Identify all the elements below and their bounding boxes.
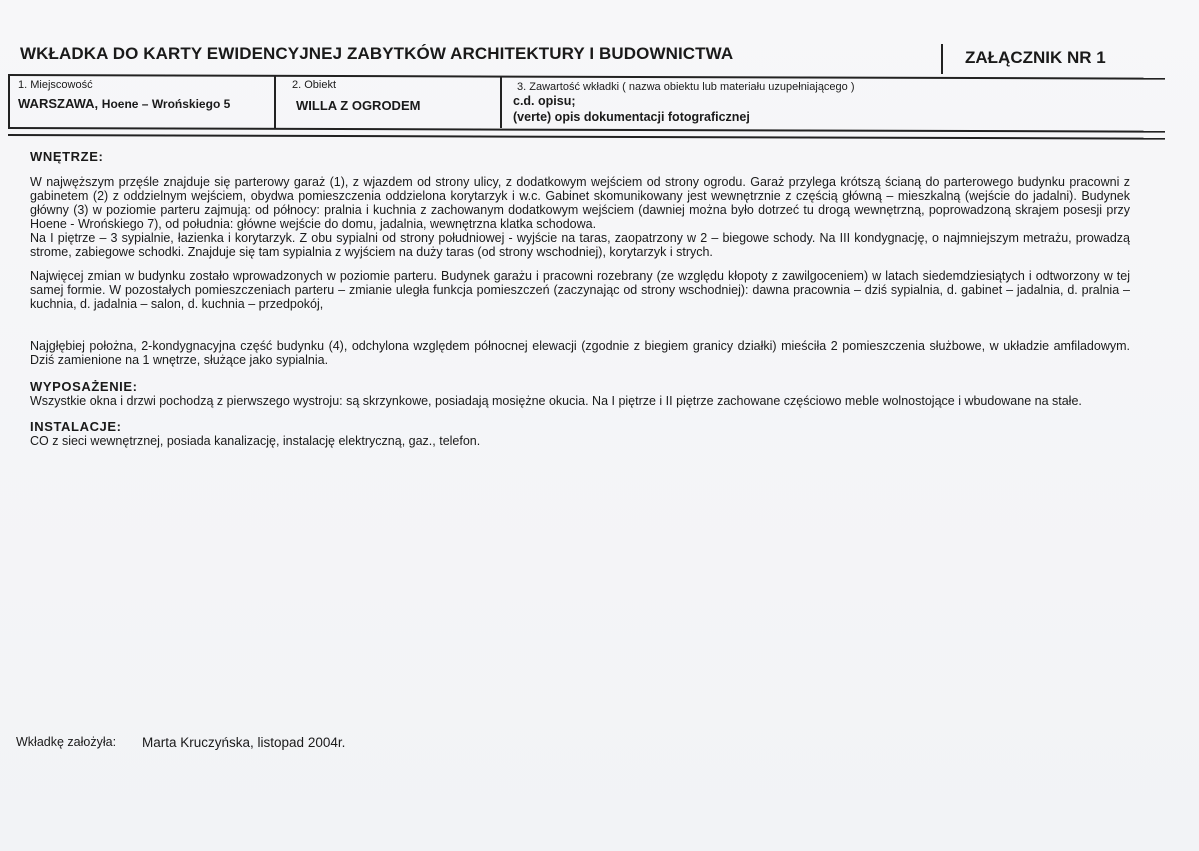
insert-content-line2: (verte) opis dokumentacji fotograficznej (513, 110, 750, 124)
interior-heading: WNĘTRZE: (30, 149, 104, 164)
interior-paragraph-2: Na I piętrze – 3 sypialnie, łazienka i korytarzyk. Z obu sypialni od strony południowej - wyjście na taras, zaopatrzony w 2 – biegowe schody. Na III kondygnację, o najmniejszym metrażu, prowadzą strome, zabiegowe schodki. Znajduje się tam sypialnia z wyjściem na duży taras (od strony wschodniej), korytarzyk i strych. (30, 231, 1130, 259)
object-label: 2. Obiekt (292, 79, 337, 91)
place-city: WARSZAWA, (18, 96, 99, 111)
document-body (30, 150, 1130, 448)
object-value: WILLA Z OGRODEM (296, 98, 421, 113)
installations-heading: INSTALACJE: (30, 419, 122, 434)
equipment-paragraph: Wszystkie okna i drzwi pochodzą z pierwszego wystroju: są skrzynkowe, posiadają mosiężne okucia. Na I piętrze i II piętrze zachowane częściowo meble wolnostojące i wbudowane na stałe. (30, 394, 1082, 408)
equipment-heading: WYPOSAŻENIE: (30, 379, 138, 394)
interior-paragraph-3: Najwięcej zmian w budynku zostało wprowadzonych w poziomie parteru. Budynek garażu i pracowni rozebrany (ze względu kłopoty z zawilgoceniem) w latach siedemdziesiątych i odtworzony w tej samej formie. W pozostałych pomieszczeniach parteru – zmianie uległa funkcja pomieszczeń (zaczynając od strony wschodniej): dawna pracownia – dziś sypialnia, d. gabinet – jadalnia, d. pralnia – kuchnia, d. jadalnia – salon, d. kuchnia – przedpokój, (30, 269, 1130, 311)
table-double-rule (8, 134, 1165, 140)
insert-content-line1: c.d. opisu; (513, 94, 576, 108)
annex-number: ZAŁĄCZNIK NR 1 (965, 48, 1106, 67)
place-value (18, 96, 230, 111)
place-street: Hoene – Wrońskiego 5 (101, 97, 231, 111)
interior-paragraph-4: Najgłębiej położna, 2-kondygnacyjna część budynku (4), odchylona względem północnej elewacji (zgodnie z biegiem granicy działki) mieściła 2 pomieszczenia służbowe, w układzie amfiladowym. Dziś zamienione na 1 wnętrze, służące jako sypialnia. (30, 339, 1130, 367)
insert-content-label: 3. Zawartość wkładki ( nazwa obiektu lub materiału uzupełniającego ) (517, 81, 855, 93)
footer-author-value: Marta Kruczyńska, listopad 2004r. (142, 735, 346, 750)
installations-paragraph: CO z sieci wewnętrznej, posiada kanalizację, instalację elektryczną, gaz., telefon. (30, 434, 481, 448)
column-divider-1 (274, 75, 276, 128)
table-top-rule (8, 74, 1165, 80)
document-title: WKŁADKA DO KARTY EWIDENCYJNEJ ZABYTKÓW ARCHITEKTURY I BUDOWNICTWA (20, 44, 734, 63)
table-bottom-rule (8, 127, 1165, 133)
place-label: 1. Miejscowość (18, 79, 93, 91)
column-divider-2 (500, 76, 502, 128)
footer-author-label: Wkładkę założyła: (16, 735, 117, 749)
interior-paragraph-1: W najwęższym przęśle znajduje się parterowy garaż (1), z wjazdem od strony ulicy, z dodatkowym wejściem od strony ogrodu. Garaż przylega krótszą ścianą do parterowego budynku pracowni z gabinetem (2) z oddzielnym wejściem, obydwa pomieszczenia oddzielona korytarzyk i w.c. Gabinet skomunikowany jest wewnętrznie z częścią główną – mieszkalną (wejście do jadalni). Budynek główny (3) w poziomie parteru zajmują: od północy: pralnia i kuchnia z zachowanym dodatkowym wejściem (dawniej można było dotrzeć tu drogą wewnętrzną, poprowadzoną skrajem posesji przy Hoene - Wrońskiego 7), od południa: główne wejście do domu, jadalnia, wewnętrzna klatka schodowa. (30, 175, 1130, 231)
table-left-border (8, 74, 10, 128)
header-divider (941, 44, 943, 74)
